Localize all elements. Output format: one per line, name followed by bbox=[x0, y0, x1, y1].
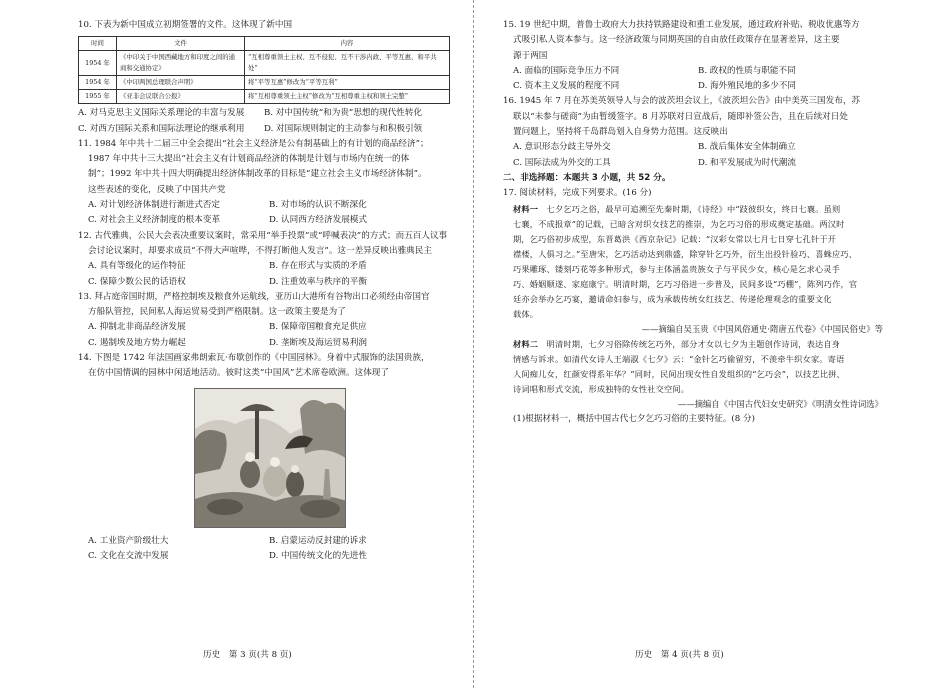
option-a: A. 工业资产阶级壮大 bbox=[88, 535, 169, 546]
option-b: B. 对市场的认识不断深化 bbox=[269, 200, 367, 211]
question-text-line: 11. 1984 年中共十二届三中全会提出“社会主义经济是公有制基础上的有计划的商品经济”； bbox=[78, 138, 429, 149]
question-17-stem: 17. 阅读材料，完成下列要求。(16 分) bbox=[503, 188, 652, 199]
table-cell: 《中印两国总理联合声明》 bbox=[117, 76, 245, 90]
table-cell: “互相尊重领土主权、互不侵犯、互不干涉内政、平等互惠、和平共处” bbox=[245, 51, 450, 76]
question-15 bbox=[503, 18, 883, 94]
question-text-line: 12. 古代雅典，公民大会表决重要议案时，常采用“举手投票”或“呼喊表决”的方式；而五百人议事 bbox=[78, 230, 448, 241]
question-text-line: 13. 拜占庭帝国时期，严格控制埃及粮食外运航线，亚历山大港所有谷物出口必须经由帝国官 bbox=[78, 291, 430, 302]
option-d: D. 和平发展成为时代潮流 bbox=[698, 157, 796, 168]
treaty-table bbox=[78, 36, 450, 104]
material-source: ——摘编自吴玉贵《中国风俗通史·隋唐五代卷》《中国民俗史》等 bbox=[641, 323, 883, 334]
page-footer: 历史 第 3 页(共 8 页) bbox=[203, 650, 292, 660]
question-13-options bbox=[78, 320, 450, 351]
question-text-line: 联以“未参与磋商”为由暂缓签字。8 月苏联对日宣战后，随即补签公告，且在后续对日处 bbox=[513, 111, 848, 122]
question-text-line: 式吸引私人资本参与。这一经济政策与同期英国的自由放任政策存在显著差异，这主要 bbox=[513, 35, 840, 46]
table-row bbox=[79, 76, 450, 90]
material-label: 材料二 bbox=[513, 338, 539, 349]
question-text-line: 1987 年中共十三大提出“社会主义有计划商品经济的体制是计划与市场内在统一的体 bbox=[88, 154, 410, 165]
table-header: 文件 bbox=[117, 37, 245, 51]
option-d: D. 中国传统文化的先进性 bbox=[269, 550, 367, 561]
option-b: B. 政权的性质与职能不同 bbox=[698, 65, 796, 76]
option-a: A. 意识形态分歧主导外交 bbox=[513, 142, 611, 153]
chinese-garden-painting bbox=[194, 388, 346, 528]
option-d: D. 对国际规则制定的主动参与和积极引领 bbox=[264, 123, 423, 134]
question-16-options bbox=[503, 140, 883, 171]
material-text-line: 载体。 bbox=[513, 308, 539, 319]
option-d: D. 海外殖民地的多少不同 bbox=[698, 81, 796, 92]
option-d: D. 垄断埃及海运贸易利润 bbox=[269, 337, 367, 348]
material-text-line: 七夕乞巧之俗，最早可追溯至先秦时期，《诗经》中“跂彼织女，终日七襄。虽则 bbox=[538, 203, 841, 214]
option-a: A. 对计划经济体制进行渐进式否定 bbox=[88, 200, 220, 211]
option-c: C. 文化在交流中发展 bbox=[88, 550, 169, 561]
material-two bbox=[503, 337, 883, 397]
question-10 bbox=[78, 18, 450, 137]
question-10-stem: 10. 下表为新中国成立初期签署的文件。这体现了新中国 bbox=[78, 20, 293, 30]
question-16 bbox=[503, 94, 883, 170]
table-header-row bbox=[79, 37, 450, 51]
question-text-line: 15. 19 世纪中期，普鲁士政府大力扶持铁路建设和重工业发展，通过政府补贴、税收优惠等方 bbox=[503, 20, 860, 30]
option-c: C. 对社会主义经济制度的根本变革 bbox=[88, 215, 221, 226]
option-b: B. 战后集体安全体制确立 bbox=[698, 142, 796, 153]
table-header: 时间 bbox=[79, 37, 117, 51]
question-text-line: 源于两国 bbox=[513, 50, 548, 61]
option-b: B. 启蒙运动反封建的诉求 bbox=[269, 535, 367, 546]
question-12 bbox=[78, 229, 450, 290]
option-b: B. 保障帝国粮食充足供应 bbox=[269, 322, 367, 333]
option-c: C. 遏制埃及地方势力崛起 bbox=[88, 337, 186, 348]
material-text-line: 明清时期，七夕习俗除传统乞巧外，部分才女以七夕为主题创作诗词，表达自身 bbox=[538, 338, 841, 349]
option-c: C. 资本主义发展的程度不同 bbox=[513, 81, 620, 92]
material-text-line: 七襄，不成报章”的记载，已暗含对织女技艺的推崇，为乞巧习俗的形成奠定基础。两汉时 bbox=[513, 218, 845, 229]
material-text-line: 襟楼，人俱习之。”至唐宋，乞巧活动达到鼎盛，除穿针乞巧外，衍生出投针验巧、喜蛛应巧、 bbox=[513, 248, 858, 259]
material-text-line: 诗词唱和形式交流，形成独特的女性社交空间。 bbox=[513, 383, 690, 394]
section-heading: 二、非选择题：本题共 3 小题，共 52 分。 bbox=[503, 172, 671, 183]
material-source: ——摘编自《中国古代妇女史研究》《明清女性诗词选》 bbox=[677, 398, 883, 409]
option-a: A. 对马克思主义国际关系理论的丰富与发展 bbox=[78, 108, 245, 119]
table-cell: 将“平等互惠”修改为“平等互利” bbox=[245, 76, 450, 90]
question-17-task-1: (1)根据材料一，概括中国古代七夕乞巧习俗的主要特征。(8 分) bbox=[513, 413, 755, 424]
option-a: A. 具有等级化的运作特征 bbox=[88, 261, 186, 272]
table-header: 内容 bbox=[245, 37, 450, 51]
option-b: B. 对中国传统“和为贵”思想的现代性转化 bbox=[264, 108, 423, 119]
material-text-line: 巧果雕琢、镂刻巧花等多种形式，参与主体涵盖贵族女子与平民少女，核心是乞求心灵手 bbox=[513, 263, 841, 274]
table-cell: 《中印关于中国西藏地方和印度之间的通商和交通协定》 bbox=[117, 51, 245, 76]
question-11-options bbox=[78, 198, 450, 229]
table-cell: 1954 年 bbox=[79, 76, 117, 90]
page-3-content bbox=[78, 18, 450, 564]
option-a: A. 面临的国际竞争压力不同 bbox=[513, 65, 620, 76]
page-divider bbox=[473, 0, 474, 688]
question-text-line: 置问题上，坚持将千岛群岛划入自身势力范围。这反映出 bbox=[513, 127, 728, 138]
option-c: C. 保障少数公民的话语权 bbox=[88, 276, 186, 287]
option-d: D. 注重效率与秩序的平衡 bbox=[269, 276, 367, 287]
option-c: C. 国际法成为外交的工具 bbox=[513, 157, 611, 168]
material-text-line: 廷亦会举办乞巧宴，邀请命妇参与，成为承载传统女红技艺、传递伦理观念的重要文化 bbox=[513, 293, 832, 304]
table-cell: 将“互相尊重领土主权”修改为“互相尊重主权和领土完整” bbox=[245, 90, 450, 104]
page-footer: 历史 第 4 页(共 8 页) bbox=[635, 650, 724, 660]
table-cell: 《亚非会议联合公报》 bbox=[117, 90, 245, 104]
question-12-options bbox=[78, 259, 450, 290]
question-text-line: 16. 1945 年 7 月在苏美英领导人与会的波茨坦会议上，《波茨坦公告》由中美英三国发布，苏 bbox=[503, 96, 861, 107]
option-b: B. 存在形式与实质的矛盾 bbox=[269, 261, 367, 272]
table-cell: 1954 年 bbox=[79, 51, 117, 76]
question-13 bbox=[78, 290, 450, 351]
option-a: A. 抑制北非商品经济发展 bbox=[88, 322, 186, 333]
material-text-line: 期，乞巧俗初步成型，东晋葛洪《西京杂记》记载：“汉彩女常以七月七日穿七孔针于开 bbox=[513, 233, 837, 244]
question-text-line: 在仿中国情调的园林中闲适地活动。彼时这类“中国风”艺术席卷欧洲。这体现了 bbox=[88, 368, 389, 379]
question-text-line: 这些表述的变化，反映了中国共产党 bbox=[88, 184, 226, 195]
table-row bbox=[79, 51, 450, 76]
question-14-options bbox=[78, 534, 450, 565]
question-text-line: 制”；1992 年中共十四大明确提出经济体制改革的目标是“建立社会主义市场经济体制”。 bbox=[88, 169, 427, 180]
question-11 bbox=[78, 137, 450, 229]
page-4 bbox=[475, 0, 950, 688]
painting-illustration bbox=[195, 389, 346, 528]
question-text-line: 会讨论议案时，却要求成员“不得大声喧哗，不得打断他人发言”。这一差异反映出雅典民主 bbox=[88, 245, 432, 256]
table-row bbox=[79, 90, 450, 104]
page-4-content bbox=[503, 18, 883, 427]
question-text-line: 方船队管控，民间私人海运贸易受到严格限制。这一政策主要是为了 bbox=[88, 307, 346, 318]
option-d: D. 认同西方经济发展模式 bbox=[269, 215, 367, 226]
question-17 bbox=[503, 186, 883, 427]
table-cell: 1955 年 bbox=[79, 90, 117, 104]
question-15-options bbox=[503, 64, 883, 95]
material-label: 材料一 bbox=[513, 203, 539, 214]
question-text-line: 14. 下图是 1742 年法国画家弗朗索瓦·布歇创作的《中国园林》。身着中式服饰的法国贵族， bbox=[78, 353, 430, 364]
question-14 bbox=[78, 351, 450, 564]
material-text-line: 巧、婚姻顺遂、家庭康宁。明清时期，乞巧习俗进一步普及，民间多设“巧棚”，陈列巧作，官 bbox=[513, 278, 858, 289]
option-c: C. 对西方国际关系和国际法理论的继承利用 bbox=[78, 123, 245, 134]
question-10-options bbox=[78, 106, 450, 137]
material-text-line: 情感与诉求。如清代女诗人王端淑《七夕》云：“金针乞巧偷留穷，不羡牵牛织女家。寄语 bbox=[513, 353, 845, 364]
material-one bbox=[503, 202, 883, 322]
material-text-line: 人间痴儿女，红颜安得系年华？”同时，民间出现女性自发组织的“乞巧会”，以技艺比拼、 bbox=[513, 368, 845, 379]
